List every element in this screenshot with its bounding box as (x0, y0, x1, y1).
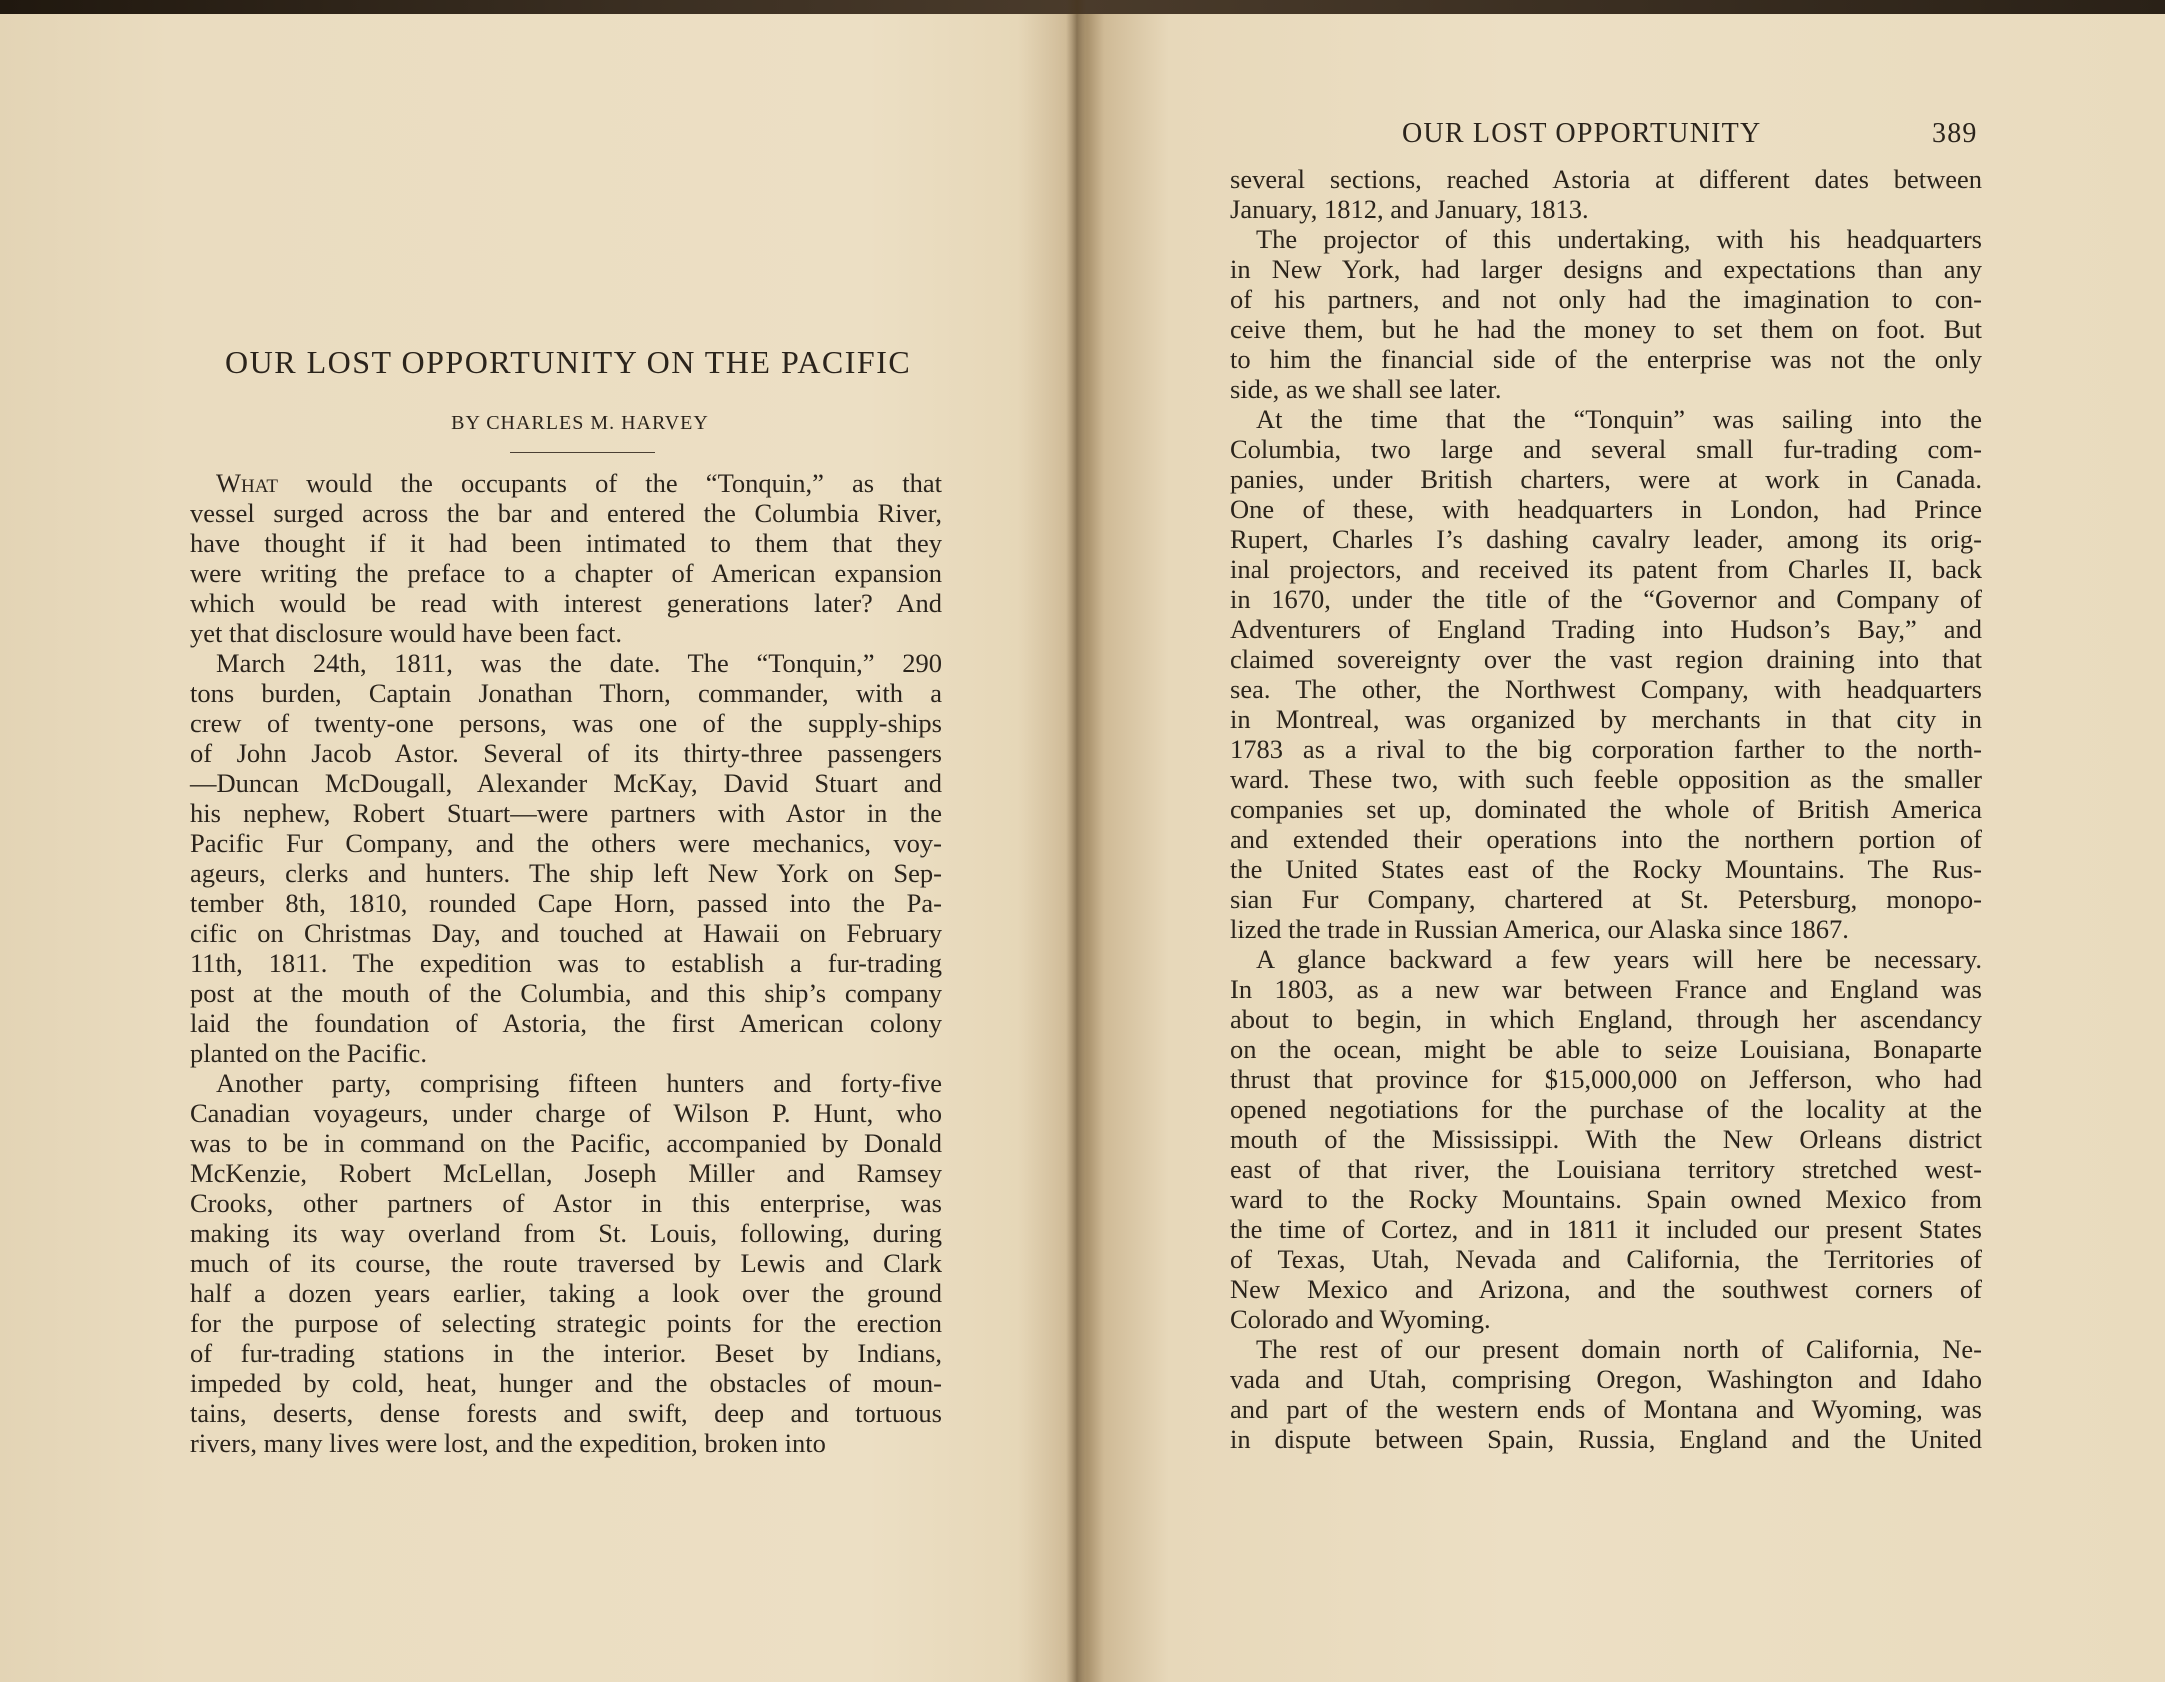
text-line: in Montreal, was organized by merchants in that city in (1230, 704, 1982, 734)
text-line: on the ocean, might be able to seize Louisiana, Bonaparte (1230, 1034, 1982, 1064)
text-line: tember 8th, 1810, rounded Cape Horn, passed into the Pa- (190, 888, 942, 918)
page-number: 389 (1932, 118, 1978, 149)
text-line: crew of twenty-one persons, was one of the supply-ships (190, 708, 942, 738)
text-line: panies, under British charters, were at work in Canada. (1230, 464, 1982, 494)
text-line: Columbia, two large and several small fur-trading com- (1230, 434, 1982, 464)
text-line: of Texas, Utah, Nevada and California, the Territories of (1230, 1244, 1982, 1274)
paragraph (1230, 224, 1982, 404)
text-line: opened negotiations for the purchase of the locality at the (1230, 1094, 1982, 1124)
text-line: The rest of our present domain north of California, Ne- (1256, 1334, 1982, 1364)
text-line: Rupert, Charles I’s dashing cavalry leader, among its orig- (1230, 524, 1982, 554)
text-line: inal projectors, and received its patent from Charles II, back (1230, 554, 1982, 584)
paragraph (1230, 1334, 1982, 1454)
text-line: much of its course, the route traversed by Lewis and Clark (190, 1248, 942, 1278)
text-line: have thought if it had been intimated to them that they (190, 528, 942, 558)
text-line: post at the mouth of the Columbia, and this ship’s company (190, 978, 942, 1008)
left-page (0, 0, 1075, 1682)
text-line: tons burden, Captain Jonathan Thorn, commander, with a (190, 678, 942, 708)
paragraph (1230, 404, 1982, 944)
text-line: thrust that province for $15,000,000 on Jefferson, who had (1230, 1064, 1982, 1094)
right-page-body (1230, 164, 1982, 1454)
text-line: In 1803, as a new war between France and England was (1230, 974, 1982, 1004)
text-line: laid the foundation of Astoria, the first American colony (190, 1008, 942, 1038)
text-line: rivers, many lives were lost, and the expedition, broken into (190, 1428, 826, 1458)
text-line: vessel surged across the bar and entered the Columbia River, (190, 498, 942, 528)
byline: BY CHARLES M. HARVEY (451, 412, 709, 434)
text-line: 11th, 1811. The expedition was to establish a fur-trading (190, 948, 942, 978)
text-line: east of that river, the Louisiana territory stretched west- (1230, 1154, 1982, 1184)
text-line: was to be in command on the Pacific, accompanied by Donald (190, 1128, 942, 1158)
text-line: claimed sovereignty over the vast region draining into that (1230, 644, 1982, 674)
text-line: McKenzie, Robert McLellan, Joseph Miller and Ramsey (190, 1158, 942, 1188)
text-line: several sections, reached Astoria at different dates between (1230, 164, 1982, 194)
text-line: —Duncan McDougall, Alexander McKay, David Stuart and (190, 768, 942, 798)
text-line: One of these, with headquarters in London, had Prince (1230, 494, 1982, 524)
text-line: A glance backward a few years will here be necessary. (1256, 944, 1982, 974)
text-line: the United States east of the Rocky Mountains. The Rus- (1230, 854, 1982, 884)
text-line: of fur-trading stations in the interior. Beset by Indians, (190, 1338, 942, 1368)
text-line: cific on Christmas Day, and touched at Hawaii on February (190, 918, 942, 948)
text-line: making its way overland from St. Louis, following, during (190, 1218, 942, 1248)
text-line: in New York, had larger designs and expectations than any (1230, 254, 1982, 284)
text-line: ageurs, clerks and hunters. The ship left New York on Sep- (190, 858, 942, 888)
text-line: and part of the western ends of Montana and Wyoming, was (1230, 1394, 1982, 1424)
paragraph (190, 468, 942, 648)
text-line: March 24th, 1811, was the date. The “Tonquin,” 290 (216, 648, 942, 678)
text-line: At the time that the “Tonquin” was sailing into the (1256, 404, 1982, 434)
text-line: his nephew, Robert Stuart—were partners with Astor in the (190, 798, 942, 828)
text-line: The projector of this undertaking, with his headquarters (1256, 224, 1982, 254)
text-line: 1783 as a rival to the big corporation farther to the north- (1230, 734, 1982, 764)
text-line: yet that disclosure would have been fact. (190, 618, 622, 648)
text-line: of his partners, and not only had the imagination to con- (1230, 284, 1982, 314)
text-line: in dispute between Spain, Russia, England and the United (1230, 1424, 1982, 1454)
text-line: and extended their operations into the northern portion of (1230, 824, 1982, 854)
text-line: New Mexico and Arizona, and the southwest corners of (1230, 1274, 1982, 1304)
text-line: ward to the Rocky Mountains. Spain owned Mexico from (1230, 1184, 1982, 1214)
text-line: planted on the Pacific. (190, 1038, 427, 1068)
text-line: half a dozen years earlier, taking a look over the ground (190, 1278, 942, 1308)
text-line: were writing the preface to a chapter of American expansion (190, 558, 942, 588)
text-line: ceive them, but he had the money to set them on foot. But (1230, 314, 1982, 344)
text-line: Crooks, other partners of Astor in this enterprise, was (190, 1188, 942, 1218)
text-line: of John Jacob Astor. Several of its thirty-three passengers (190, 738, 942, 768)
text-line: lized the trade in Russian America, our Alaska since 1867. (1230, 914, 1849, 944)
text-line: Colorado and Wyoming. (1230, 1304, 1491, 1334)
paragraph (190, 1068, 942, 1458)
text-line: sian Fur Company, chartered at St. Petersburg, monopo- (1230, 884, 1982, 914)
left-page-body (190, 468, 942, 1458)
running-head: OUR LOST OPPORTUNITY (1402, 118, 1762, 149)
text-line: tains, deserts, dense forests and swift, deep and tortuous (190, 1398, 942, 1428)
text-line: for the purpose of selecting strategic points for the erection (190, 1308, 942, 1338)
text-line: which would be read with interest generations later? And (190, 588, 942, 618)
text-line: Another party, comprising fifteen hunters and forty-five (216, 1068, 942, 1098)
title-rule (510, 452, 655, 453)
article-title: OUR LOST OPPORTUNITY ON THE PACIFIC (225, 344, 912, 380)
paragraph (1230, 944, 1982, 1334)
text-line: ward. These two, with such feeble opposition as the smaller (1230, 764, 1982, 794)
text-line: sea. The other, the Northwest Company, with headquarters (1230, 674, 1982, 704)
text-line: about to begin, in which England, through her ascendancy (1230, 1004, 1982, 1034)
paragraph (190, 648, 942, 1068)
text-line: vada and Utah, comprising Oregon, Washington and Idaho (1230, 1364, 1982, 1394)
text-line: Adventurers of England Trading into Hudson’s Bay,” and (1230, 614, 1982, 644)
text-line: the time of Cortez, and in 1811 it included our present States (1230, 1214, 1982, 1244)
text-line: side, as we shall see later. (1230, 374, 1502, 404)
text-line: companies set up, dominated the whole of British America (1230, 794, 1982, 824)
text-line: impeded by cold, heat, hunger and the obstacles of moun- (190, 1368, 942, 1398)
text-line: January, 1812, and January, 1813. (1230, 194, 1589, 224)
text-line: Canadian voyageurs, under charge of Wilson P. Hunt, who (190, 1098, 942, 1128)
text-line: What would the occupants of the “Tonquin,” as that (216, 468, 942, 498)
paragraph (1230, 164, 1982, 224)
text-line: to him the financial side of the enterprise was not the only (1230, 344, 1982, 374)
text-line: in 1670, under the title of the “Governor and Company of (1230, 584, 1982, 614)
text-line: Pacific Fur Company, and the others were mechanics, voy- (190, 828, 942, 858)
text-line: mouth of the Mississippi. With the New Orleans district (1230, 1124, 1982, 1154)
